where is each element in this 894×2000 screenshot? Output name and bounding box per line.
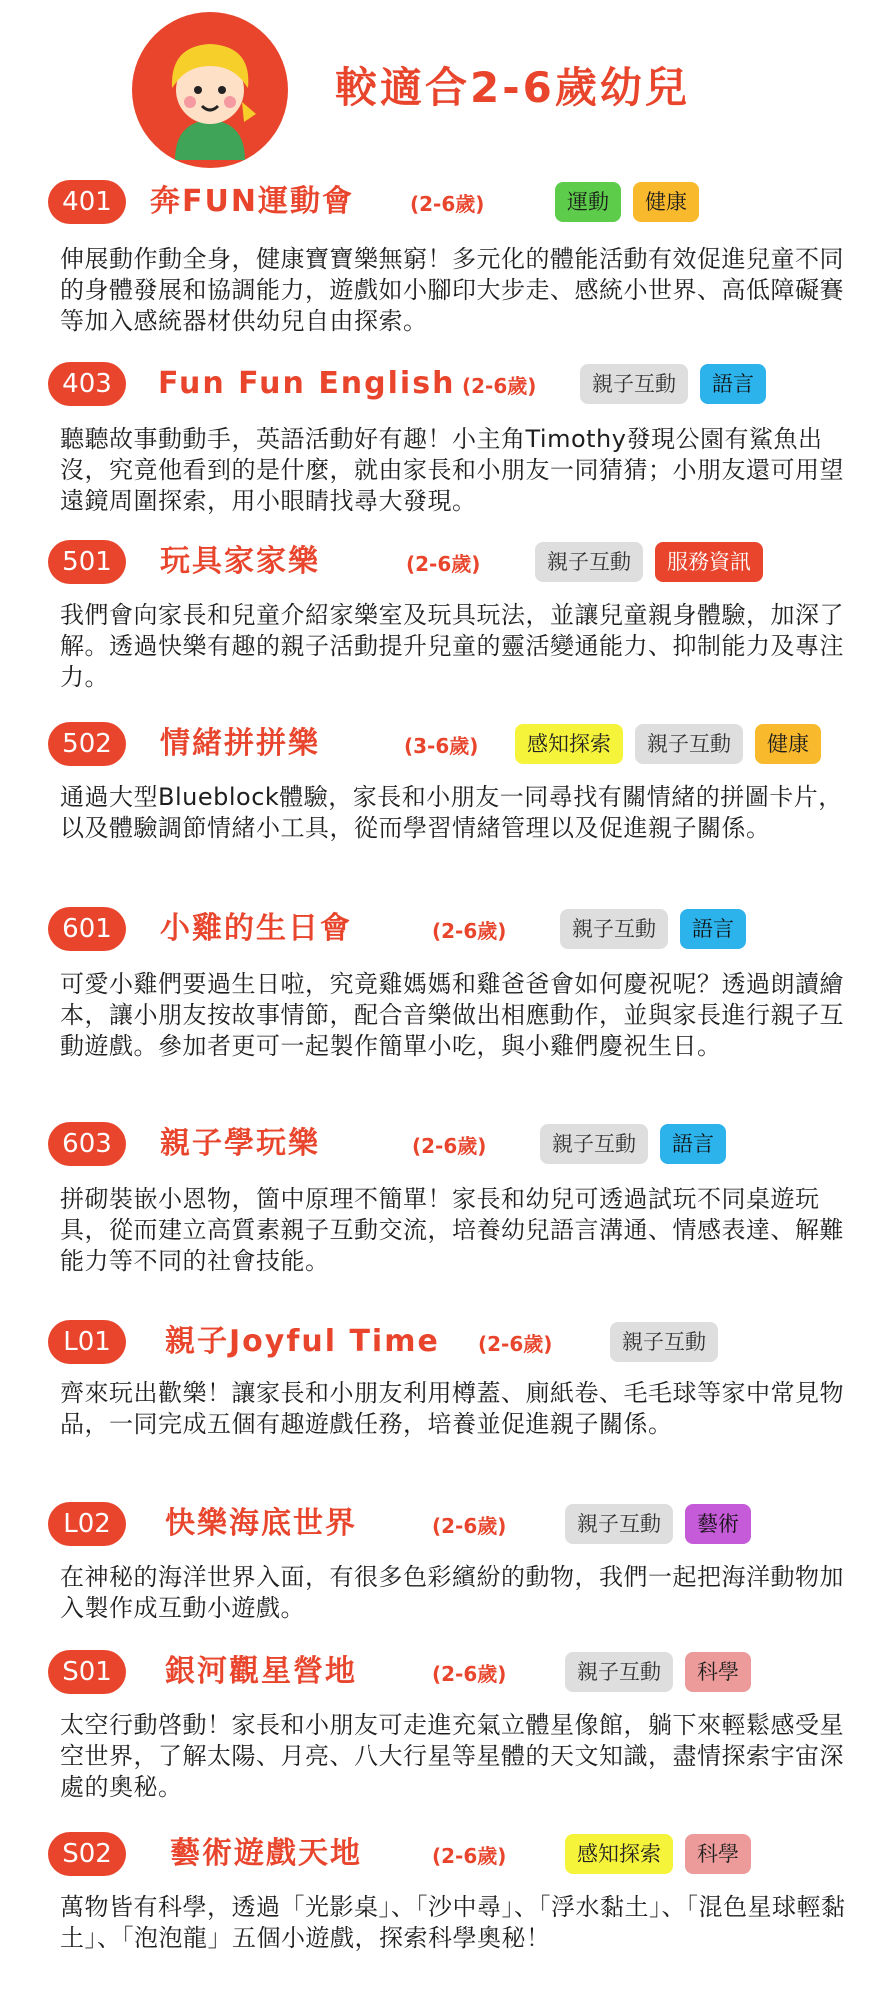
- activity-description: 通過大型Blueblock體驗，家長和小朋友一同尋找有關情緒的拼圖卡片，以及體驗調節情緒小工具，從而學習情緒管理以及促進親子關係。: [60, 783, 843, 842]
- age-range: (2-6歲): [478, 1332, 553, 1356]
- room-code-badge: L01: [48, 1320, 126, 1364]
- category-tag: 語言: [680, 909, 746, 949]
- category-tags: [555, 182, 699, 222]
- room-code-badge: L02: [48, 1502, 126, 1546]
- activity-title: Fun Fun English: [158, 366, 456, 401]
- activity-title: 玩具家家樂: [160, 544, 320, 579]
- age-range: (2-6歲): [432, 1662, 507, 1686]
- age-range: (3-6歲): [404, 734, 479, 758]
- activity-description: 在神秘的海洋世界入面，有很多色彩繽紛的動物，我們一起把海洋動物加入製作成互動小遊戲。: [60, 1563, 844, 1622]
- age-range: (2-6歲): [410, 192, 485, 216]
- category-tags: [535, 542, 763, 582]
- category-tag: 運動: [555, 182, 621, 222]
- activity-description: 太空行動啓動！家長和小朋友可走進充氣立體星像館，躺下來輕鬆感受星空世界，了解太陽、月亮、八大行星等星體的天文知識，盡情探索宇宙深處的奧秘。: [60, 1711, 844, 1801]
- category-tags: [580, 364, 766, 404]
- category-tag: 語言: [700, 364, 766, 404]
- category-tag: 親子互動: [535, 542, 643, 582]
- page-title: 較適合2-6歲幼兒: [335, 63, 690, 112]
- activity-description: 我們會向家長和兒童介紹家樂室及玩具玩法，並讓兒童親身體驗，加深了解。透過快樂有趣的親子活動提升兒童的靈活變通能力、抑制能力及專注力。: [60, 601, 844, 691]
- age-range: (2-6歲): [432, 1844, 507, 1868]
- category-tag: 健康: [633, 182, 699, 222]
- activity-title: 親子學玩樂: [160, 1126, 320, 1161]
- room-code-badge: S02: [48, 1832, 126, 1876]
- category-tag: 親子互動: [635, 724, 743, 764]
- category-tag: 服務資訊: [655, 542, 763, 582]
- activity-description: 萬物皆有科學，透過「光影桌」、「沙中尋」、「浮水黏土」、「混色星球輕黏土」、「泡泡龍」五個小遊戲，探索科學奧秘！: [60, 1893, 846, 1952]
- activity-title: 情緒拼拼樂: [160, 726, 320, 761]
- category-tag: 親子互動: [565, 1504, 673, 1544]
- category-tags: [565, 1652, 751, 1692]
- category-tag: 健康: [755, 724, 821, 764]
- room-code-badge: S01: [48, 1650, 126, 1694]
- age-range: (2-6歲): [406, 552, 481, 576]
- room-code-badge: 401: [48, 180, 126, 224]
- category-tag: 親子互動: [560, 909, 668, 949]
- room-code-badge: 403: [48, 362, 126, 406]
- activity-description: 可愛小雞們要過生日啦，究竟雞媽媽和雞爸爸會如何慶祝呢？透過朗讀繪本，讓小朋友按故事情節，配合音樂做出相應動作，並與家長進行親子互動遊戲。參加者更可一起製作簡單小吃，與小雞們慶祝生日。: [60, 970, 844, 1060]
- category-tags: [540, 1124, 726, 1164]
- category-tags: [560, 909, 746, 949]
- room-code-badge: 603: [48, 1122, 126, 1166]
- room-code-badge: 501: [48, 540, 126, 584]
- age-range: (2-6歲): [432, 919, 507, 943]
- room-code-badge: 601: [48, 907, 126, 951]
- category-tags: [565, 1834, 751, 1874]
- category-tag: 藝術: [685, 1504, 751, 1544]
- category-tag: 感知探索: [565, 1834, 673, 1874]
- category-tag: 語言: [660, 1124, 726, 1164]
- room-code-badge: 502: [48, 722, 126, 766]
- category-tag: 親子互動: [610, 1322, 718, 1362]
- category-tag: 科學: [685, 1652, 751, 1692]
- category-tag: 親子互動: [540, 1124, 648, 1164]
- activity-description: 齊來玩出歡樂！讓家長和小朋友利用樽蓋、廁紙卷、毛毛球等家中常見物品，一同完成五個有趣遊戲任務，培養並促進親子關係。: [60, 1379, 844, 1438]
- activity-title: 藝術遊戲天地: [170, 1836, 362, 1871]
- activity-title: 親子Joyful Time: [165, 1324, 440, 1359]
- child-avatar-icon: [130, 10, 290, 170]
- activity-description: 伸展動作動全身，健康寶寶樂無窮！多元化的體能活動有效促進兒童不同的身體發展和協調能力，遊戲如小腳印大步走、感統小世界、高低障礙賽等加入感統器材供幼兒自由探索。: [60, 245, 844, 335]
- activity-title: 快樂海底世界: [165, 1506, 357, 1541]
- activity-title: 奔FUN運動會: [150, 184, 354, 219]
- category-tag: 感知探索: [515, 724, 623, 764]
- activity-title: 銀河觀星營地: [165, 1654, 357, 1689]
- activity-description: 聽聽故事動動手，英語活動好有趣！小主角Timothy發現公園有鯊魚出沒，究竟他看到的是什麼，就由家長和小朋友一同猜猜；小朋友還可用望遠鏡周圍探索，用小眼睛找尋大發現。: [60, 425, 844, 515]
- activity-title: 小雞的生日會: [160, 911, 352, 946]
- category-tag: 親子互動: [580, 364, 688, 404]
- category-tags: [515, 724, 821, 764]
- age-range: (2-6歲): [432, 1514, 507, 1538]
- category-tags: [610, 1322, 718, 1362]
- activity-description: 拼砌裝嵌小恩物，箇中原理不簡單！家長和幼兒可透過試玩不同桌遊玩具，從而建立高質素親子互動交流，培養幼兒語言溝通、情感表達、解難能力等不同的社會技能。: [60, 1185, 844, 1275]
- age-range: (2-6歲): [412, 1134, 487, 1158]
- age-range: (2-6歲): [462, 374, 537, 398]
- category-tag: 親子互動: [565, 1652, 673, 1692]
- category-tag: 科學: [685, 1834, 751, 1874]
- category-tags: [565, 1504, 751, 1544]
- page-header: [0, 0, 894, 180]
